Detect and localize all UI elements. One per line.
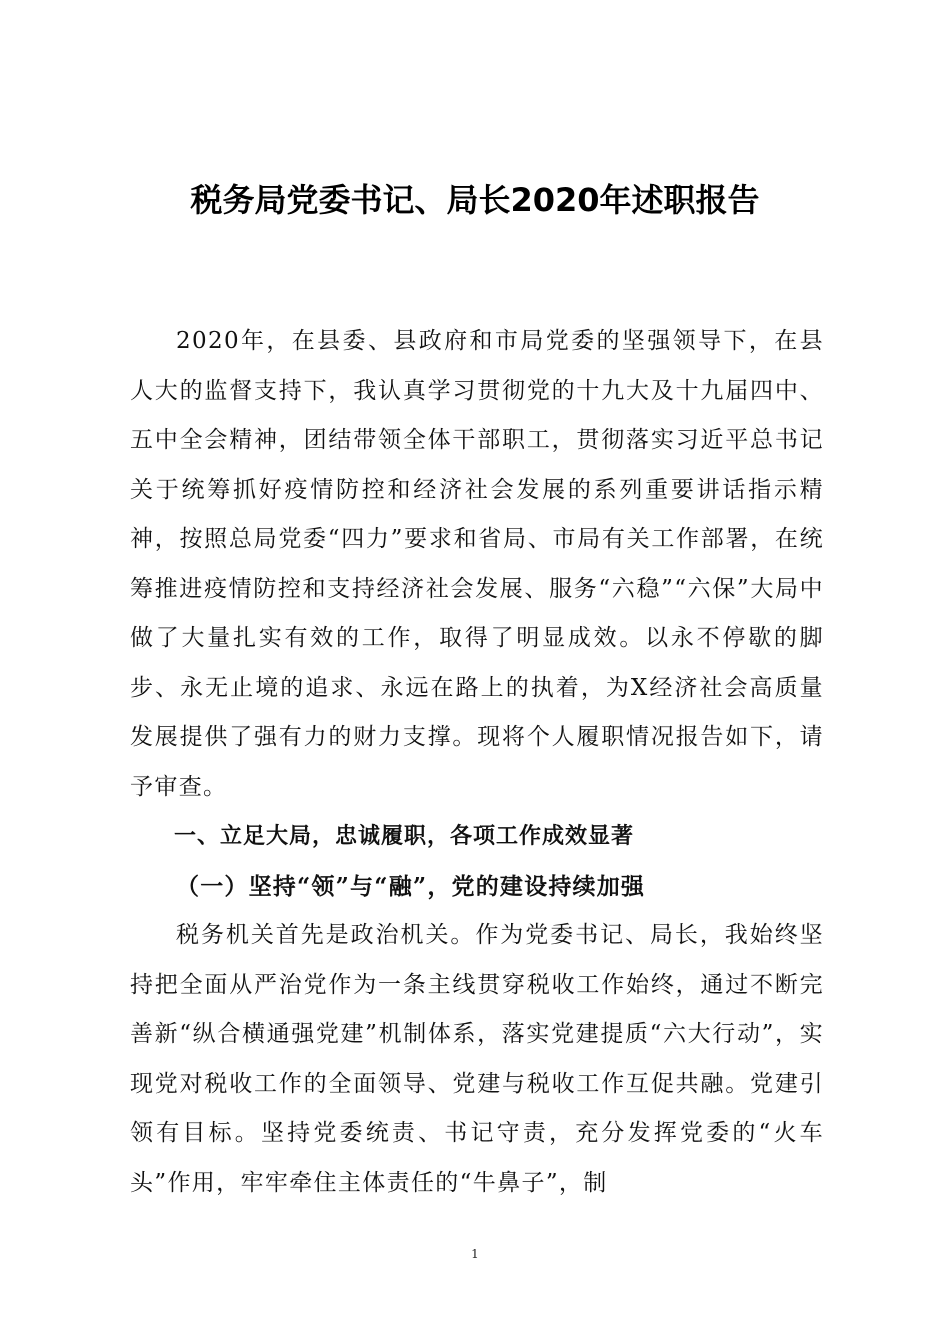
section-heading: 一、立足大局，忠诚履职，各项工作成效显著 xyxy=(174,824,635,849)
body-paragraph: 税务机关首先是政治机关。作为党委书记、局长，我始终坚持把全面从严治党作为一条主线贯穿税收工作始终，通过不断完善新“纵合横通强党建”机制体系，落实党建提质“六大行动”，实现党对税收工作的全面领导、党建与税收工作互促共融。党建引领有目标。坚持党委统责、书记守责，充分发挥党委的“火车头”作用，牢牢牵住主体责任的“牛鼻子”，制 xyxy=(130,922,824,1196)
document-title: 税务局党委书记、局长2020年述职报告 xyxy=(190,181,760,219)
subsection-heading: （一）坚持“领”与“融”，党的建设持续加强 xyxy=(176,872,646,900)
page-number: 1 xyxy=(471,1247,479,1261)
document-body xyxy=(130,317,824,1208)
intro-paragraph: 2020年，在县委、县政府和市局党委的坚强领导下，在县人大的监督支持下，我认真学习贯彻党的十九大及十九届四中、五中全会精神，团结带领全体干部职工，贯彻落实习近平总书记关于统筹抓好疫情防控和经济社会发展的系列重要讲话指示精神，按照总局党委“四力”要求和省局、市局有关工作部署，在统筹推进疫情防控和支持经济社会发展、服务“六稳”“六保”大局中做了大量扎实有效的工作，取得了明显成效。以永不停歇的脚步、永无止境的追求、永远在路上的执着，为X经济社会高质量发展提供了强有力的财力支撑。现将个人履职情况报告如下，请予审查。 xyxy=(130,328,824,800)
